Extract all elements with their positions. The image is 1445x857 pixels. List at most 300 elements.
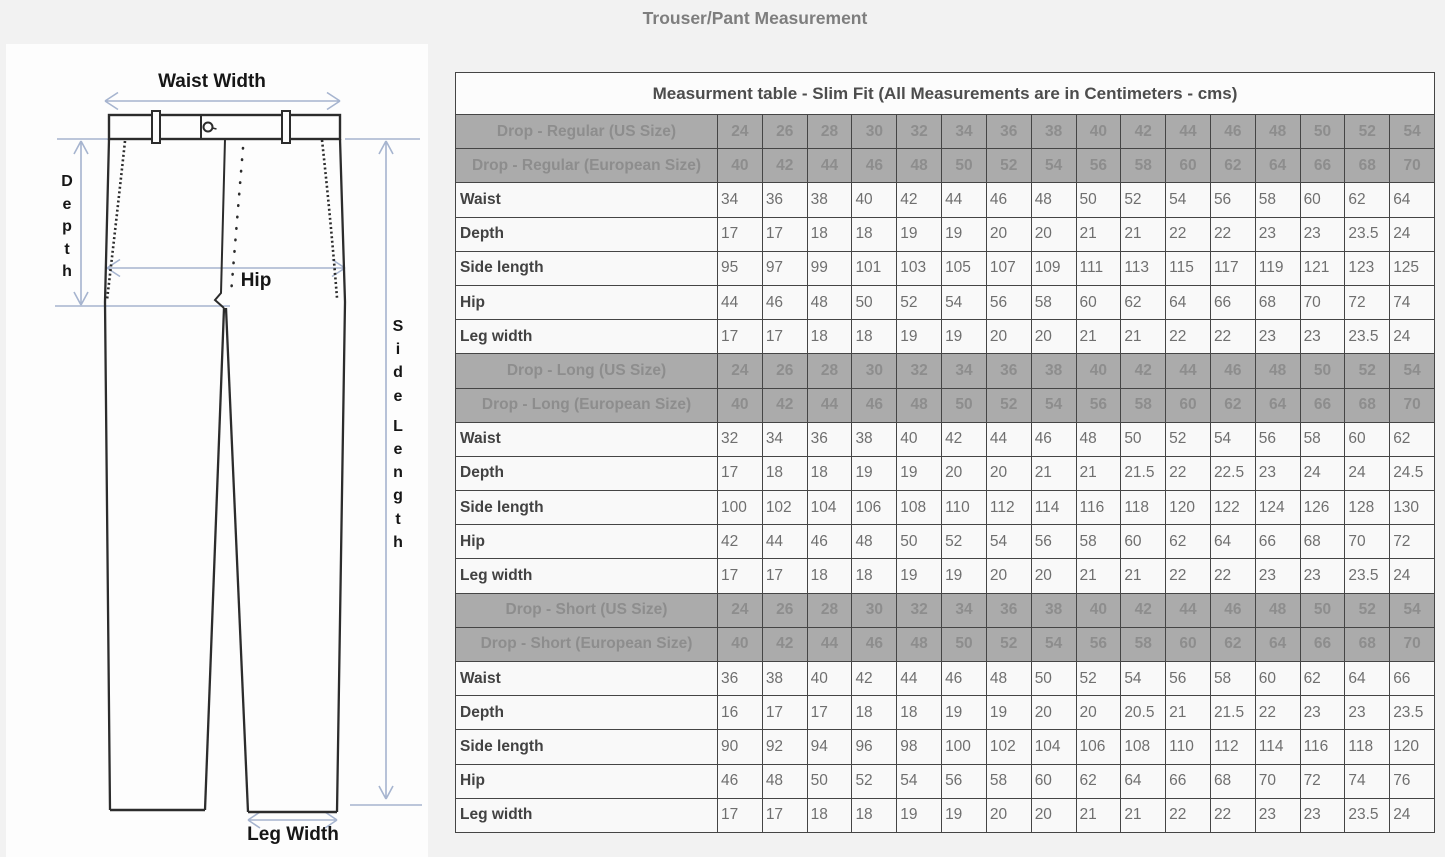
measure-value: 21.5 — [1121, 456, 1166, 490]
us-size-cell: 34 — [942, 115, 987, 149]
eu-size-cell: 44 — [807, 149, 852, 183]
measure-value: 110 — [942, 491, 987, 525]
measure-value: 40 — [807, 662, 852, 696]
measure-value: 19 — [897, 456, 942, 490]
section-eu-size-row — [456, 388, 1435, 422]
measure-value: 36 — [718, 662, 763, 696]
measure-value: 22 — [1166, 798, 1211, 832]
us-size-cell: 46 — [1210, 354, 1255, 388]
measure-value: 100 — [718, 491, 763, 525]
measure-value: 104 — [1031, 730, 1076, 764]
measure-value: 23.5 — [1390, 696, 1435, 730]
measurement-row — [456, 730, 1435, 764]
eu-size-cell: 44 — [807, 627, 852, 661]
measure-value: 74 — [1345, 764, 1390, 798]
measure-value: 66 — [1390, 662, 1435, 696]
measure-value: 20 — [1031, 217, 1076, 251]
measure-value: 58 — [1076, 525, 1121, 559]
measure-value: 36 — [762, 183, 807, 217]
measure-value: 68 — [1255, 285, 1300, 319]
measure-value: 48 — [852, 525, 897, 559]
measurement-row — [456, 491, 1435, 525]
section-us-size-row — [456, 354, 1435, 388]
eu-size-cell: 50 — [942, 149, 987, 183]
measure-value: 19 — [942, 320, 987, 354]
eu-size-cell: 42 — [762, 149, 807, 183]
us-size-cell: 24 — [718, 115, 763, 149]
us-size-cell: 44 — [1166, 354, 1211, 388]
measure-value: 54 — [897, 764, 942, 798]
measure-value: 122 — [1210, 491, 1255, 525]
us-size-cell: 50 — [1300, 354, 1345, 388]
measurement-row — [456, 764, 1435, 798]
us-size-cell: 36 — [986, 115, 1031, 149]
section-us-size-row — [456, 115, 1435, 149]
vertical-word: D e p t h — [61, 173, 73, 280]
measure-value: 52 — [852, 764, 897, 798]
eu-size-cell: 44 — [807, 388, 852, 422]
measure-value: 107 — [986, 251, 1031, 285]
measure-value: 66 — [1255, 525, 1300, 559]
measure-value: 72 — [1390, 525, 1435, 559]
measure-value: 32 — [718, 422, 763, 456]
measure-value: 62 — [1166, 525, 1211, 559]
measurement-row — [456, 217, 1435, 251]
measure-value: 21 — [1031, 456, 1076, 490]
eu-size-cell: 42 — [762, 627, 807, 661]
measure-value: 36 — [807, 422, 852, 456]
us-size-cell: 40 — [1076, 115, 1121, 149]
measurement-row — [456, 456, 1435, 490]
measure-value: 23.5 — [1345, 320, 1390, 354]
measure-value: 23 — [1255, 320, 1300, 354]
measure-label: Waist — [456, 422, 718, 456]
measurement-row — [456, 525, 1435, 559]
eu-size-cell: 64 — [1255, 149, 1300, 183]
measurement-row — [456, 798, 1435, 832]
measure-value: 123 — [1345, 251, 1390, 285]
measure-value: 116 — [1300, 730, 1345, 764]
us-size-cell: 48 — [1255, 115, 1300, 149]
measure-value: 50 — [897, 525, 942, 559]
eu-size-cell: 56 — [1076, 149, 1121, 183]
eu-size-cell: 40 — [718, 627, 763, 661]
measure-value: 19 — [942, 217, 987, 251]
us-size-cell: 24 — [718, 593, 763, 627]
us-size-cell: 32 — [897, 593, 942, 627]
measure-value: 120 — [1390, 730, 1435, 764]
label-side-length — [385, 315, 411, 561]
measure-value: 20 — [986, 798, 1031, 832]
measure-value: 18 — [852, 320, 897, 354]
measurement-row — [456, 251, 1435, 285]
measure-value: 56 — [1210, 183, 1255, 217]
measure-value: 20 — [986, 559, 1031, 593]
us-size-cell: 52 — [1345, 115, 1390, 149]
us-size-cell: 40 — [1076, 593, 1121, 627]
measure-value: 20 — [942, 456, 987, 490]
measure-value: 22 — [1210, 320, 1255, 354]
measure-value: 19 — [852, 456, 897, 490]
measure-value: 68 — [1210, 764, 1255, 798]
measurement-row — [456, 320, 1435, 354]
page-title: Trouser/Pant Measurement — [642, 8, 868, 28]
measure-value: 97 — [762, 251, 807, 285]
measure-value: 38 — [807, 183, 852, 217]
measure-value: 20 — [1031, 696, 1076, 730]
measure-value: 44 — [762, 525, 807, 559]
measure-value: 110 — [1166, 730, 1211, 764]
measure-value: 118 — [1121, 491, 1166, 525]
measure-value: 19 — [942, 798, 987, 832]
measure-value: 58 — [1031, 285, 1076, 319]
label-depth — [54, 171, 80, 291]
measure-value: 104 — [807, 491, 852, 525]
measure-value: 50 — [1076, 183, 1121, 217]
us-size-cell: 52 — [1345, 593, 1390, 627]
table-title: Measurment table - Slim Fit (All Measurements are in Centimeters - cms) — [456, 73, 1435, 115]
table-title-row — [456, 73, 1435, 115]
measure-value: 23 — [1300, 217, 1345, 251]
measure-value: 18 — [852, 559, 897, 593]
measure-value: 22 — [1166, 559, 1211, 593]
measure-value: 22.5 — [1210, 456, 1255, 490]
measure-value: 62 — [1076, 764, 1121, 798]
eu-size-cell: 64 — [1255, 388, 1300, 422]
eu-size-cell: 62 — [1210, 627, 1255, 661]
eu-size-cell: 40 — [718, 149, 763, 183]
measure-value: 18 — [852, 217, 897, 251]
measurement-row — [456, 285, 1435, 319]
us-size-cell: 34 — [942, 354, 987, 388]
measure-value: 114 — [1031, 491, 1076, 525]
measure-value: 17 — [762, 320, 807, 354]
measure-value: 70 — [1345, 525, 1390, 559]
measure-value: 18 — [852, 696, 897, 730]
measure-value: 124 — [1255, 491, 1300, 525]
us-size-cell: 26 — [762, 115, 807, 149]
vertical-word: S i d e — [392, 318, 404, 405]
measure-value: 34 — [762, 422, 807, 456]
measure-value: 52 — [1121, 183, 1166, 217]
measure-value: 23 — [1300, 559, 1345, 593]
measure-value: 42 — [852, 662, 897, 696]
measure-value: 92 — [762, 730, 807, 764]
measure-value: 48 — [807, 285, 852, 319]
measure-label: Depth — [456, 456, 718, 490]
section-eu-header: Drop - Short (European Size) — [456, 627, 718, 661]
measure-value: 50 — [1121, 422, 1166, 456]
measure-value: 90 — [718, 730, 763, 764]
eu-size-cell: 48 — [897, 388, 942, 422]
eu-size-cell: 50 — [942, 627, 987, 661]
measure-value: 64 — [1390, 183, 1435, 217]
measure-value: 20 — [1031, 559, 1076, 593]
measure-value: 24 — [1300, 456, 1345, 490]
measure-value: 58 — [1255, 183, 1300, 217]
eu-size-cell: 46 — [852, 627, 897, 661]
measure-value: 19 — [897, 798, 942, 832]
label-waist-width: Waist Width — [158, 71, 266, 92]
us-size-cell: 54 — [1390, 354, 1435, 388]
us-size-cell: 26 — [762, 593, 807, 627]
measure-label: Leg width — [456, 559, 718, 593]
measure-value: 68 — [1300, 525, 1345, 559]
measurement-table — [455, 72, 1435, 833]
us-size-cell: 54 — [1390, 593, 1435, 627]
eu-size-cell: 66 — [1300, 627, 1345, 661]
us-size-cell: 50 — [1300, 115, 1345, 149]
measure-value: 22 — [1166, 320, 1211, 354]
measure-label: Waist — [456, 662, 718, 696]
measure-value: 130 — [1390, 491, 1435, 525]
eu-size-cell: 62 — [1210, 388, 1255, 422]
measure-value: 46 — [807, 525, 852, 559]
measure-value: 105 — [942, 251, 987, 285]
trouser-drawing — [6, 44, 428, 857]
measure-value: 56 — [1255, 422, 1300, 456]
measure-value: 34 — [718, 183, 763, 217]
measure-value: 44 — [986, 422, 1031, 456]
measure-value: 18 — [897, 696, 942, 730]
measure-value: 99 — [807, 251, 852, 285]
measure-value: 23.5 — [1345, 217, 1390, 251]
us-size-cell: 36 — [986, 354, 1031, 388]
measure-value: 50 — [852, 285, 897, 319]
measure-value: 18 — [807, 217, 852, 251]
measure-value: 24 — [1390, 320, 1435, 354]
measure-value: 60 — [1076, 285, 1121, 319]
measure-value: 24.5 — [1390, 456, 1435, 490]
us-size-cell: 30 — [852, 354, 897, 388]
measure-value: 106 — [852, 491, 897, 525]
eu-size-cell: 46 — [852, 388, 897, 422]
us-size-cell: 26 — [762, 354, 807, 388]
measure-value: 18 — [807, 798, 852, 832]
measure-value: 50 — [807, 764, 852, 798]
measure-value: 24 — [1390, 559, 1435, 593]
measure-value: 94 — [807, 730, 852, 764]
measure-value: 23 — [1255, 217, 1300, 251]
measure-value: 64 — [1121, 764, 1166, 798]
section-eu-size-row — [456, 149, 1435, 183]
measure-value: 58 — [1210, 662, 1255, 696]
us-size-cell: 42 — [1121, 593, 1166, 627]
measure-value: 23 — [1255, 798, 1300, 832]
eu-size-cell: 70 — [1390, 149, 1435, 183]
section-eu-header: Drop - Regular (European Size) — [456, 149, 718, 183]
eu-size-cell: 48 — [897, 627, 942, 661]
measure-value: 54 — [1210, 422, 1255, 456]
measure-label: Leg width — [456, 798, 718, 832]
measure-value: 126 — [1300, 491, 1345, 525]
measure-label: Side length — [456, 491, 718, 525]
measurement-row — [456, 422, 1435, 456]
measure-label: Hip — [456, 525, 718, 559]
eu-size-cell: 68 — [1345, 388, 1390, 422]
eu-size-cell: 54 — [1031, 149, 1076, 183]
measure-value: 19 — [897, 559, 942, 593]
measure-value: 109 — [1031, 251, 1076, 285]
us-size-cell: 48 — [1255, 593, 1300, 627]
measure-value: 76 — [1390, 764, 1435, 798]
trouser-measurement-diagram — [6, 44, 428, 857]
eu-size-cell: 60 — [1166, 149, 1211, 183]
measurement-row — [456, 696, 1435, 730]
measure-value: 125 — [1390, 251, 1435, 285]
us-size-cell: 38 — [1031, 115, 1076, 149]
measure-label: Leg width — [456, 320, 718, 354]
measure-value: 101 — [852, 251, 897, 285]
eu-size-cell: 54 — [1031, 388, 1076, 422]
trouser-outline — [105, 111, 345, 812]
eu-size-cell: 68 — [1345, 627, 1390, 661]
measure-value: 42 — [942, 422, 987, 456]
measure-value: 23.5 — [1345, 559, 1390, 593]
measure-value: 22 — [1210, 559, 1255, 593]
eu-size-cell: 48 — [897, 149, 942, 183]
us-size-cell: 54 — [1390, 115, 1435, 149]
measure-value: 96 — [852, 730, 897, 764]
measure-value: 21 — [1121, 559, 1166, 593]
us-size-cell: 36 — [986, 593, 1031, 627]
measure-value: 23.5 — [1345, 798, 1390, 832]
us-size-cell: 34 — [942, 593, 987, 627]
measurement-row — [456, 662, 1435, 696]
measure-value: 22 — [1210, 798, 1255, 832]
measure-value: 23 — [1255, 456, 1300, 490]
measure-value: 21 — [1166, 696, 1211, 730]
measure-value: 23 — [1300, 696, 1345, 730]
us-size-cell: 50 — [1300, 593, 1345, 627]
measure-value: 44 — [718, 285, 763, 319]
measure-value: 18 — [807, 559, 852, 593]
measure-value: 17 — [718, 559, 763, 593]
measure-value: 20 — [1076, 696, 1121, 730]
measure-value: 58 — [1300, 422, 1345, 456]
measure-value: 62 — [1345, 183, 1390, 217]
us-size-cell: 38 — [1031, 593, 1076, 627]
eu-size-cell: 60 — [1166, 388, 1211, 422]
measure-value: 17 — [807, 696, 852, 730]
eu-size-cell: 68 — [1345, 149, 1390, 183]
measure-value: 44 — [897, 662, 942, 696]
measure-value: 17 — [762, 217, 807, 251]
measure-value: 56 — [1166, 662, 1211, 696]
measure-value: 52 — [942, 525, 987, 559]
measure-value: 24 — [1390, 798, 1435, 832]
section-us-size-row — [456, 593, 1435, 627]
eu-size-cell: 54 — [1031, 627, 1076, 661]
measure-label: Side length — [456, 730, 718, 764]
measure-value: 52 — [1166, 422, 1211, 456]
measure-value: 38 — [852, 422, 897, 456]
eu-size-cell: 70 — [1390, 627, 1435, 661]
us-size-cell: 48 — [1255, 354, 1300, 388]
eu-size-cell: 60 — [1166, 627, 1211, 661]
measure-value: 100 — [942, 730, 987, 764]
eu-size-cell: 52 — [986, 627, 1031, 661]
measure-value: 44 — [942, 183, 987, 217]
eu-size-cell: 66 — [1300, 149, 1345, 183]
us-size-cell: 42 — [1121, 354, 1166, 388]
measure-value: 42 — [718, 525, 763, 559]
measure-value: 18 — [852, 798, 897, 832]
measure-value: 112 — [1210, 730, 1255, 764]
eu-size-cell: 56 — [1076, 627, 1121, 661]
eu-size-cell: 50 — [942, 388, 987, 422]
measure-value: 54 — [1121, 662, 1166, 696]
measure-value: 64 — [1210, 525, 1255, 559]
us-size-cell: 44 — [1166, 593, 1211, 627]
us-size-cell: 32 — [897, 354, 942, 388]
measure-label: Depth — [456, 217, 718, 251]
measure-label: Hip — [456, 285, 718, 319]
measure-value: 20 — [1031, 320, 1076, 354]
measure-value: 21.5 — [1210, 696, 1255, 730]
measure-value: 66 — [1210, 285, 1255, 319]
eu-size-cell: 52 — [986, 388, 1031, 422]
measure-value: 21 — [1076, 559, 1121, 593]
measure-value: 21 — [1121, 320, 1166, 354]
measure-value: 60 — [1255, 662, 1300, 696]
measure-value: 24 — [1390, 217, 1435, 251]
measure-value: 48 — [1031, 183, 1076, 217]
measure-value: 21 — [1076, 456, 1121, 490]
measure-value: 17 — [718, 798, 763, 832]
measure-value: 117 — [1210, 251, 1255, 285]
section-us-header: Drop - Regular (US Size) — [456, 115, 718, 149]
eu-size-cell: 58 — [1121, 149, 1166, 183]
measure-value: 17 — [762, 798, 807, 832]
measure-value: 106 — [1076, 730, 1121, 764]
measurement-row — [456, 559, 1435, 593]
us-size-cell: 28 — [807, 354, 852, 388]
measure-value: 19 — [897, 217, 942, 251]
eu-size-cell: 56 — [1076, 388, 1121, 422]
measure-value: 19 — [942, 696, 987, 730]
measure-value: 72 — [1300, 764, 1345, 798]
measure-value: 70 — [1255, 764, 1300, 798]
measure-value: 23 — [1300, 798, 1345, 832]
us-size-cell: 30 — [852, 115, 897, 149]
measure-value: 20 — [986, 320, 1031, 354]
measure-value: 50 — [1031, 662, 1076, 696]
measure-value: 46 — [986, 183, 1031, 217]
measure-value: 115 — [1166, 251, 1211, 285]
us-size-cell: 46 — [1210, 115, 1255, 149]
measure-value: 46 — [1031, 422, 1076, 456]
eu-size-cell: 64 — [1255, 627, 1300, 661]
measure-value: 54 — [942, 285, 987, 319]
measure-value: 20 — [986, 217, 1031, 251]
measure-value: 70 — [1300, 285, 1345, 319]
measure-value: 118 — [1345, 730, 1390, 764]
measure-value: 54 — [1166, 183, 1211, 217]
measure-value: 18 — [807, 456, 852, 490]
us-size-cell: 28 — [807, 593, 852, 627]
eu-size-cell: 42 — [762, 388, 807, 422]
measure-value: 102 — [762, 491, 807, 525]
measure-value: 128 — [1345, 491, 1390, 525]
eu-size-cell: 66 — [1300, 388, 1345, 422]
measure-value: 62 — [1300, 662, 1345, 696]
measure-value: 17 — [718, 320, 763, 354]
measure-value: 20 — [1031, 798, 1076, 832]
us-size-cell: 44 — [1166, 115, 1211, 149]
measure-value: 121 — [1300, 251, 1345, 285]
us-size-cell: 24 — [718, 354, 763, 388]
